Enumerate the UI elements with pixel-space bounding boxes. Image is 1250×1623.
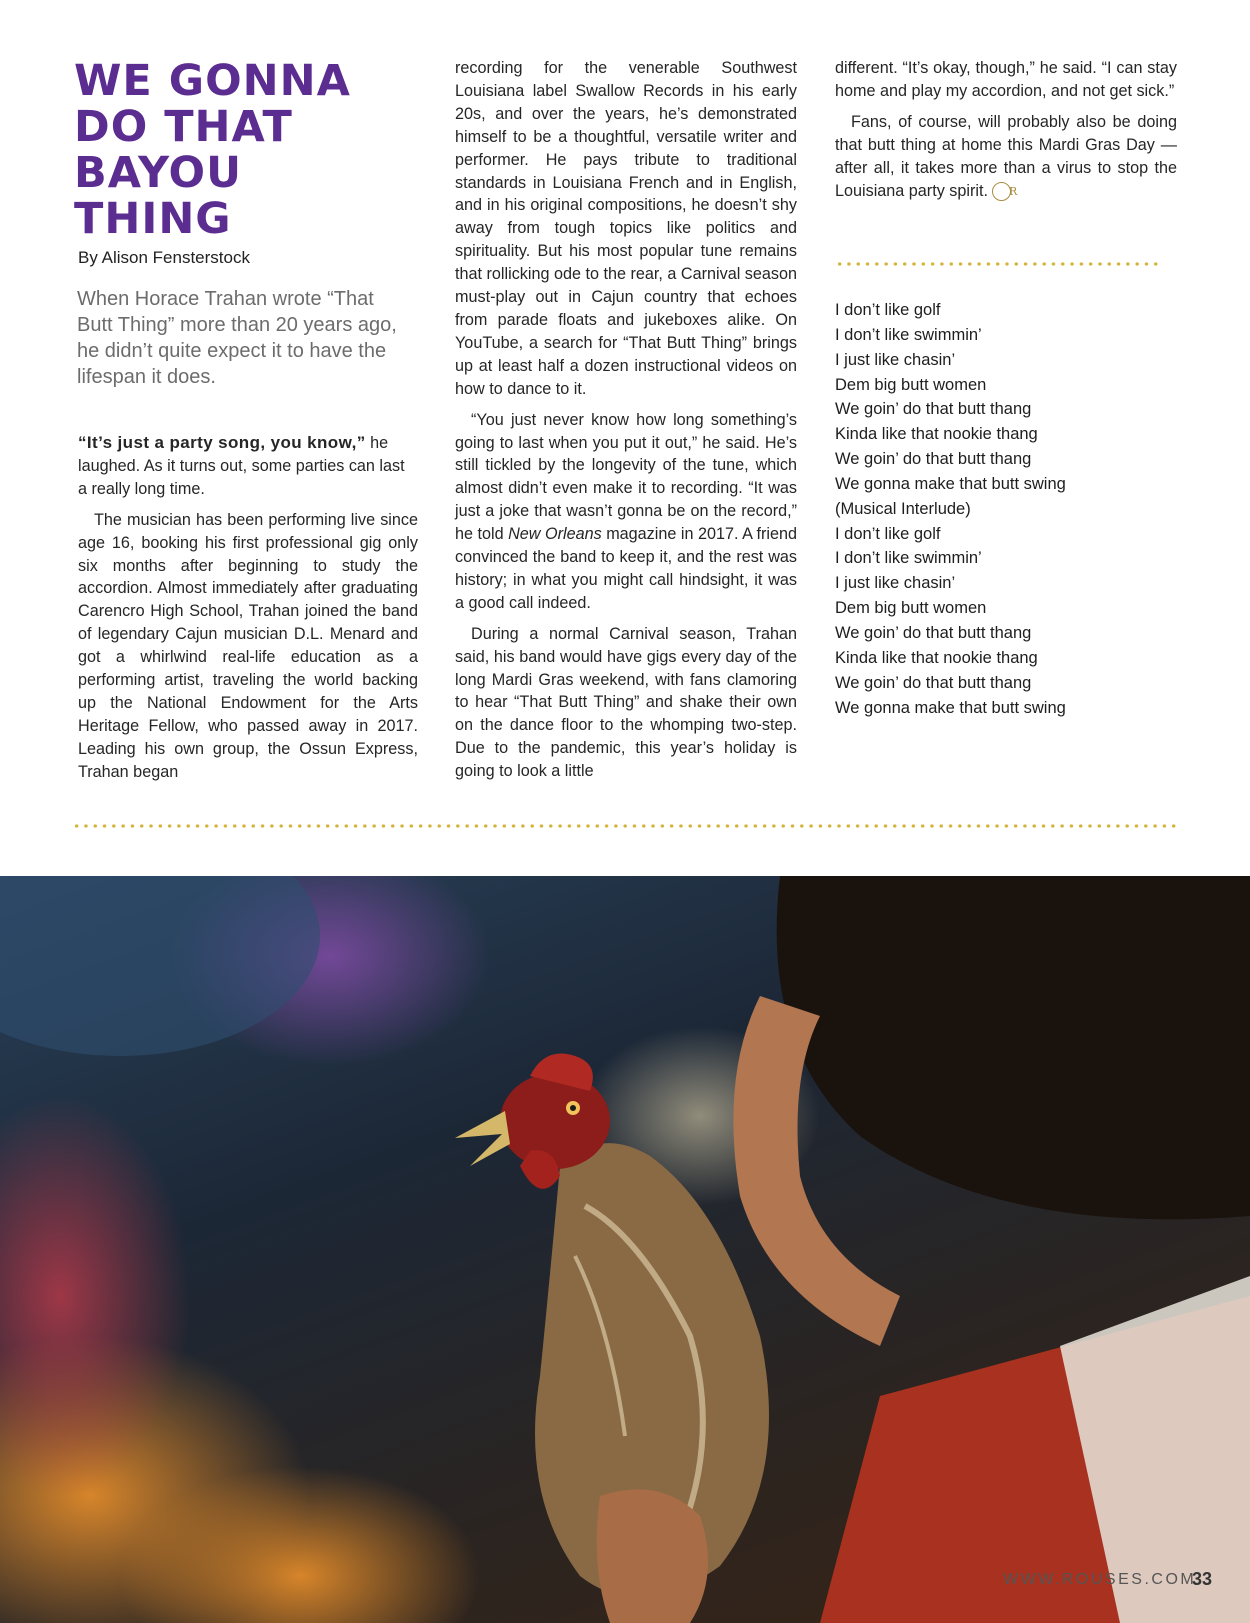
- paragraph-text: magazine in 2017. A friend convinced the band to keep it, and the rest was history; in what you might call hindsight, it was a good call indeed.: [455, 525, 797, 612]
- paragraph: The musician has been performing live since age 16, booking his first professional gig only six months after beginning to study the accordion. Almost immediately after graduating Carencro High School, Trahan joined the band of legendary Cajun musician D.L. Menard and got a whirlwind real-life education as a performing artist, traveling the world backing up the National Endowment for the Arts Heritage Fellow, who passed away in 2017. Leading his own group, the Ossun Express, Trahan began: [78, 510, 418, 781]
- lyric-line: We gonna make that butt swing: [835, 698, 1066, 717]
- publication-title: New Orleans: [508, 525, 602, 544]
- end-mark-icon: R: [992, 182, 1011, 201]
- headline: WE GONNA DO THAT BAYOU THING: [74, 56, 351, 244]
- paragraph: [78, 432, 418, 501]
- pull-quote-lead: “It’s just a party song, you know,”: [78, 433, 366, 452]
- lyric-line: I don’t like golf: [835, 524, 941, 543]
- article-column-3: [835, 57, 1177, 210]
- lyric-line: Kinda like that nookie thang: [835, 425, 1038, 444]
- lyric-line: We goin’ do that butt thang: [835, 623, 1032, 642]
- article-column-2: [455, 57, 797, 791]
- dotted-divider: [835, 262, 1160, 266]
- website-link[interactable]: WWW.ROUSES.COM: [1003, 1571, 1197, 1588]
- paragraph: [455, 409, 797, 615]
- paragraph: [835, 111, 1177, 203]
- paragraph: different. “It’s okay, though,” he said. “I can stay home and play my accordion, and not get sick.”: [835, 59, 1177, 100]
- lyric-line: Kinda like that nookie thang: [835, 648, 1038, 667]
- lyric-line: Dem big butt women: [835, 375, 987, 394]
- byline: By Alison Fensterstock: [78, 248, 250, 267]
- lyric-line: I just like chasin’: [835, 574, 956, 593]
- lyric-line: I just like chasin’: [835, 350, 956, 369]
- paragraph-text: “You just never know how long something’s going to last when you put it out,” he said. He’s still tickled by the longevity of the tune, which almost didn’t even make it to recording. “It was just a joke that wasn’t gonna be on the record,” he told: [455, 410, 797, 544]
- rooster-photo: [0, 876, 1250, 1623]
- photo-illustration: [0, 876, 1250, 1623]
- lyric-line: (Musical Interlude): [835, 499, 971, 518]
- lyric-line: We gonna make that butt swing: [835, 474, 1066, 493]
- lyric-line: Dem big butt women: [835, 599, 987, 618]
- paragraph: During a normal Carnival season, Trahan said, his band would have gigs every day of the long Mardi Gras weekend, with fans clamoring to hear “That Butt Thing” and shake their own on the dance floor to the whomping two-step. Due to the pandemic, this year’s holiday is going to look a little: [455, 624, 797, 781]
- lyric-line: We goin’ do that butt thang: [835, 400, 1032, 419]
- lyric-line: I don’t like golf: [835, 301, 941, 319]
- dotted-divider: [72, 824, 1178, 828]
- lyric-line: I don’t like swimmin’: [835, 549, 982, 568]
- paragraph-text: Fans, of course, will probably also be doing that butt thing at home this Mardi Gras Day — after all, it takes more than a virus to stop the Louisiana party spirit.: [835, 112, 1177, 200]
- dek: When Horace Trahan wrote “That Butt Thing” more than 20 years ago, he didn’t quite expect it to have the lifespan it does.: [77, 288, 397, 388]
- lyric-line: I don’t like swimmin’: [835, 325, 982, 344]
- page-number: 33: [1192, 1569, 1213, 1589]
- paragraph-text: he laughed. As it turns out, some parties can last a really long time.: [78, 434, 405, 498]
- lyric-line: We goin’ do that butt thang: [835, 673, 1032, 692]
- article-column-1: [78, 432, 418, 792]
- paragraph: recording for the venerable Southwest Louisiana label Swallow Records in his early 20s, and over the years, he’s demonstrated himself to be a thoughtful, versatile writer and performer. He pays tribute to traditional standards in Louisiana French and in English, and in his original compositions, he doesn’t shy away from tough topics like politics and spirituality. But his most popular tune remains that rollicking ode to the rear, a Carnival season must-play out in Cajun country that echoes from parade floats and jukeboxes alike. On YouTube, a search for “That Butt Thing” brings up at least half a dozen instructional videos on how to dance to it.: [455, 59, 797, 398]
- lyrics-list: [835, 298, 1175, 720]
- lyric-line: We goin’ do that butt thang: [835, 450, 1032, 469]
